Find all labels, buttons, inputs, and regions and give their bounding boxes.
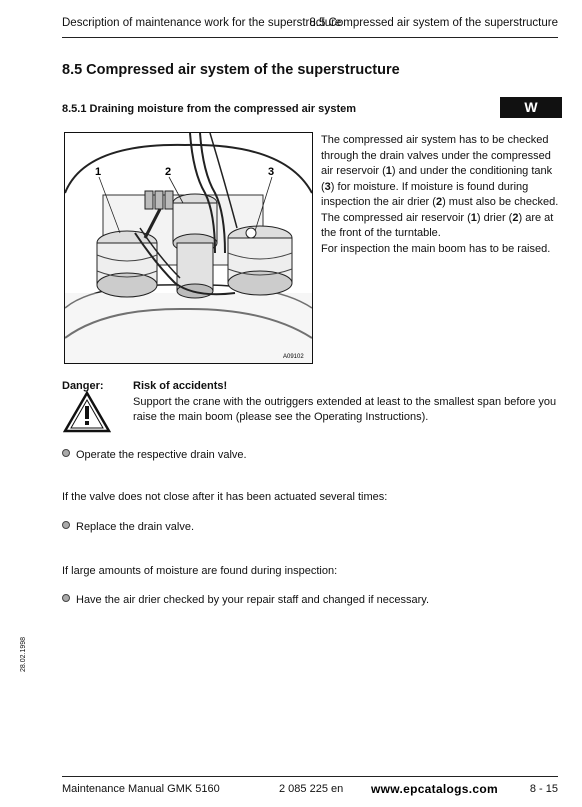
- figure-code: A09102: [283, 354, 304, 360]
- bullet-icon: [62, 521, 70, 529]
- header-chapter: Description of maintenance work for the superstructure: [62, 17, 342, 29]
- list-item: Have the air drier checked by your repair staff and changed if necessary.: [62, 594, 429, 606]
- intro-paragraph: The compressed air system has to be checked through the drain valves under the compressed air reservoir (1) and under the conditioning tank (3) for moisture. If moisture is found during inspection the air drier (2) must also be checked. The compressed air reservoir (1) drier (2) are at the front of the turntable.: [321, 134, 559, 239]
- footer-watermark: www.epcatalogs.com: [371, 782, 498, 796]
- list-item: Replace the drain valve.: [62, 521, 194, 533]
- side-date: 28.02.1998: [20, 636, 27, 672]
- footer-manual-title: Maintenance Manual GMK 5160: [62, 783, 220, 795]
- condition-text: If the valve does not close after it has been actuated several times:: [62, 491, 388, 503]
- compressed-air-system-figure: [64, 132, 313, 364]
- bullet-icon: [62, 449, 70, 457]
- header-divider: [62, 37, 558, 38]
- figure-label-2: 2: [165, 166, 172, 178]
- section-tab: W: [500, 97, 562, 118]
- intro-boom-note: For inspection the main boom has to be raised.: [321, 242, 551, 255]
- warning-triangle-icon: [63, 391, 111, 433]
- intro-text: [321, 133, 561, 257]
- bullet-icon: [62, 594, 70, 602]
- figure-label-3: 3: [268, 166, 275, 178]
- list-item: Operate the respective drain valve.: [62, 449, 247, 461]
- figure-label-1: 1: [95, 166, 102, 178]
- danger-text: Support the crane with the outriggers extended at least to the smallest span before you raise the main boom (please see the Operating Instructions).: [133, 396, 557, 423]
- figure-illustration: [65, 133, 312, 363]
- page-number: 8 - 15: [529, 783, 558, 795]
- header-section: 8.5 Compressed air system of the superstructure: [309, 17, 558, 29]
- condition-text: If large amounts of moisture are found during inspection:: [62, 565, 338, 577]
- danger-label: Danger:: [62, 380, 104, 392]
- section-title: 8.5 Compressed air system of the superstructure: [62, 62, 400, 78]
- footer-divider: [62, 776, 558, 777]
- danger-title: Risk of accidents!: [133, 380, 228, 392]
- subsection-title: 8.5.1 Draining moisture from the compressed air system: [62, 103, 357, 115]
- footer-doc-number: 2 085 225 en: [279, 783, 344, 795]
